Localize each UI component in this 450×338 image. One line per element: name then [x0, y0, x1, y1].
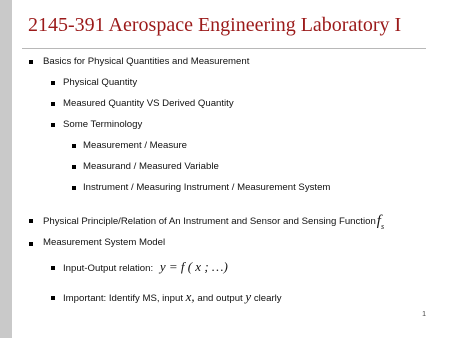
- slide-title: 2145-391 Aerospace Engineering Laboratory I: [28, 14, 402, 36]
- bullet-square-icon: [51, 266, 55, 270]
- bullet-square-icon: [72, 186, 76, 190]
- input-variable: x,: [185, 289, 195, 304]
- bullet-important: [63, 291, 282, 305]
- sensing-function-symbol: $f_s$: [376, 213, 385, 231]
- bullet-input-output: [63, 261, 228, 275]
- bullet-basics: Basics for Physical Quantities and Measurement: [43, 56, 250, 67]
- left-accent-bar: [0, 0, 12, 338]
- important-text: Important: Identify MS, input: [63, 293, 183, 304]
- bullet-physical-quantity: Physical Quantity: [63, 77, 138, 88]
- bullet-measured-vs-derived: Measured Quantity VS Derived Quantity: [63, 98, 234, 109]
- page-number: 1: [422, 311, 426, 318]
- bullet-ms-model: Measurement System Model: [43, 237, 166, 248]
- bullet-physical-principle: [43, 214, 384, 232]
- output-text: and output: [197, 293, 243, 304]
- bullet-square-icon: [29, 219, 33, 223]
- bullet-square-icon: [51, 81, 55, 85]
- bullet-square-icon: [51, 123, 55, 127]
- title-divider: [22, 48, 426, 49]
- clearly-text: clearly: [253, 293, 282, 304]
- physical-principle-text: Physical Principle/Relation of An Instrument and Sensor and Sensing Function: [43, 216, 376, 227]
- output-variable: y: [245, 289, 252, 304]
- bullet-square-icon: [72, 165, 76, 169]
- bullet-measurand: Measurand / Measured Variable: [83, 161, 219, 172]
- bullet-square-icon: [29, 60, 33, 64]
- relation-formula: y = f ( x ; …): [159, 259, 228, 274]
- bullet-instrument: Instrument / Measuring Instrument / Measurement System: [83, 182, 331, 193]
- bullet-square-icon: [72, 144, 76, 148]
- bullet-measurement-measure: Measurement / Measure: [83, 140, 187, 151]
- bullet-square-icon: [51, 296, 55, 300]
- bullet-square-icon: [29, 242, 33, 246]
- bullet-some-terminology: Some Terminology: [63, 119, 143, 130]
- bullet-square-icon: [51, 102, 55, 106]
- input-output-text: Input-Output relation:: [63, 263, 154, 274]
